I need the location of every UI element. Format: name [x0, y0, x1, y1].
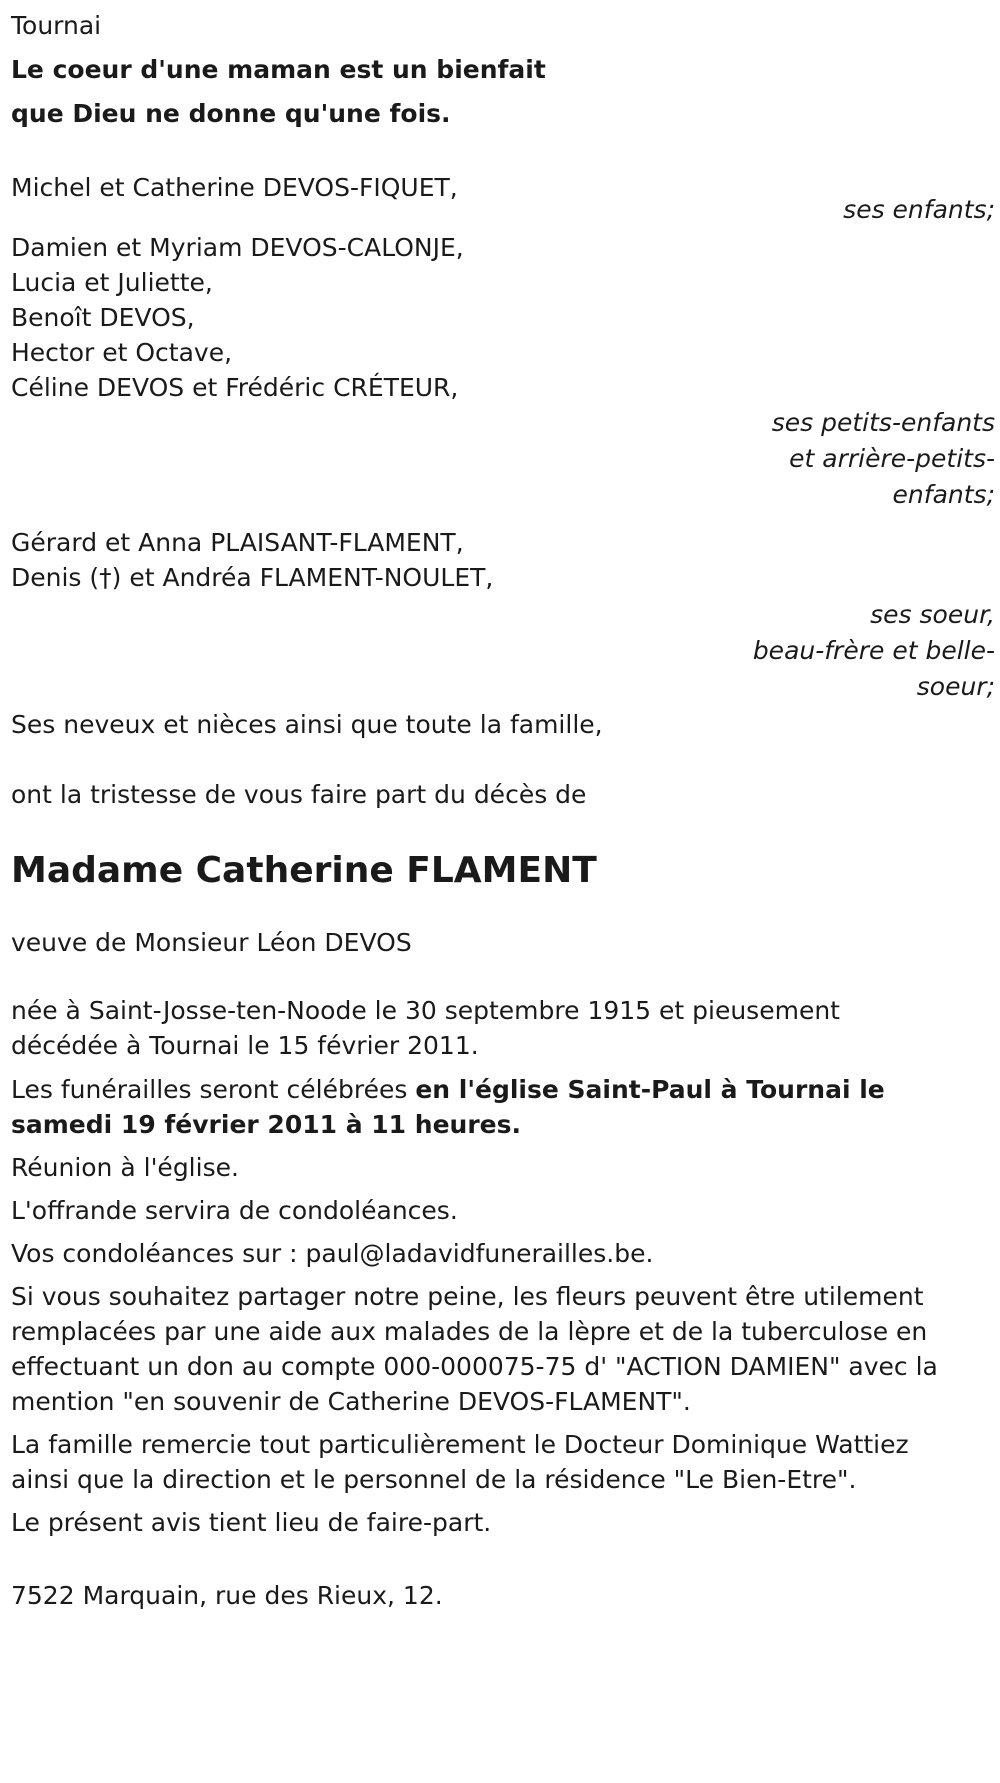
- funeral-location: en l'église Saint-Paul à Tournai le: [415, 1075, 885, 1104]
- family-name: Gérard et Anna PLAISANT-FLAMENT,: [11, 528, 464, 557]
- flowers-line: Si vous souhaitez partager notre peine, les fleurs peuvent être utilement: [11, 1282, 924, 1311]
- family-group-grandchildren: [11, 230, 995, 513]
- verse-line-2: que Dieu ne donne qu'une fois.: [11, 99, 451, 128]
- thanks-line: La famille remercie tout particulièrement le Docteur Dominique Wattiez: [11, 1430, 909, 1459]
- thanks-line: ainsi que la direction et le personnel de la résidence "Le Bien-Etre".: [11, 1465, 857, 1494]
- flowers-paragraph: [11, 1279, 995, 1419]
- family-name: Benoît DEVOS,: [11, 303, 195, 332]
- family-role-line: beau-frère et belle-: [752, 636, 995, 665]
- deceased-name: Madame Catherine FLAMENT: [11, 850, 597, 891]
- flowers-line: remplacées par une aide aux malades de la lèpre et de la tuberculose en: [11, 1317, 928, 1346]
- meeting-line: Réunion à l'église.: [11, 1153, 239, 1182]
- family-role-line: ses petits-enfants: [771, 408, 995, 437]
- flowers-line: mention "en souvenir de Catherine DEVOS-FLAMENT".: [11, 1387, 691, 1416]
- family-name: Damien et Myriam DEVOS-CALONJE,: [11, 233, 464, 262]
- offering-line: L'offrande servira de condoléances.: [11, 1196, 458, 1225]
- address-line: 7522 Marquain, rue des Rieux, 12.: [11, 1581, 443, 1610]
- family-role: ses enfants;: [843, 195, 995, 224]
- family-group-siblings: [11, 525, 995, 705]
- birth-death-paragraph: [11, 993, 995, 1063]
- funeral-datetime: samedi 19 février 2011 à 11 heures.: [11, 1110, 521, 1139]
- widow-line: veuve de Monsieur Léon DEVOS: [11, 928, 412, 957]
- family-role-line: enfants;: [892, 480, 995, 509]
- flowers-line: effectuant un don au compte 000-000075-75 d' "ACTION DAMIEN" avec la: [11, 1352, 938, 1381]
- funeral-paragraph: [11, 1072, 995, 1142]
- verse-line-1: Le coeur d'une maman est un bienfait: [11, 55, 546, 84]
- announcement-line: ont la tristesse de vous faire part du décès de: [11, 780, 587, 809]
- family-name: Lucia et Juliette,: [11, 268, 213, 297]
- funeral-prefix: Les funérailles seront célébrées: [11, 1075, 416, 1104]
- extended-family-line: Ses neveux et nièces ainsi que toute la famille,: [11, 710, 603, 739]
- place-name: Tournai: [11, 11, 102, 40]
- family-name: Céline DEVOS et Frédéric CRÉTEUR,: [11, 373, 459, 402]
- family-role-line: et arrière-petits-: [789, 444, 995, 473]
- birth-line: née à Saint-Josse-ten-Noode le 30 septembre 1915 et pieusement: [11, 996, 840, 1025]
- family-role-line: ses soeur,: [870, 600, 995, 629]
- family-group-children: [11, 168, 995, 228]
- thanks-paragraph: [11, 1427, 995, 1497]
- death-line: décédée à Tournai le 15 février 2011.: [11, 1031, 479, 1060]
- family-name: Michel et Catherine DEVOS-FIQUET,: [11, 173, 458, 202]
- notice-line: Le présent avis tient lieu de faire-part.: [11, 1508, 492, 1537]
- family-role-line: soeur;: [916, 672, 995, 701]
- funeral-notice: [11, 6, 995, 1613]
- family-name: Hector et Octave,: [11, 338, 233, 367]
- family-name: Denis (†) et Andréa FLAMENT-NOULET,: [11, 563, 494, 592]
- condolences-line: Vos condoléances sur : paul@ladavidfunerailles.be.: [11, 1239, 654, 1268]
